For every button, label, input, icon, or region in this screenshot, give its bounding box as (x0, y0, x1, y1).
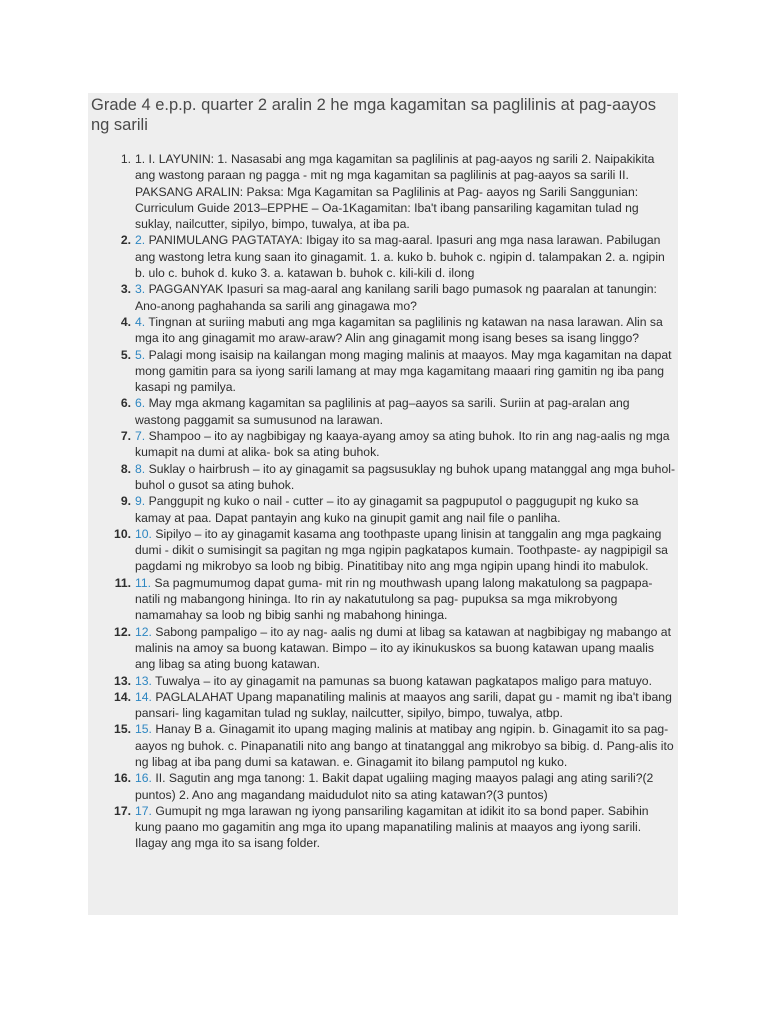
item-number: 2. (120, 233, 131, 248)
item-body (135, 575, 678, 624)
item-anchor-link[interactable]: 9. (135, 494, 146, 509)
list-item (88, 770, 678, 803)
item-body (135, 493, 678, 526)
item-body (135, 314, 678, 347)
item-number: 6. (120, 396, 131, 411)
item-body (135, 673, 678, 689)
item-number: 9. (120, 494, 131, 509)
item-text: II. Sagutin ang mga tanong: 1. Bakit dapat ugaliing maging maayos palagi ang ating sarili?(2 puntos) 2. Ano ang magandang maidudulot nito sa ating katawan?(3 puntos) (135, 771, 654, 802)
list-item (88, 689, 678, 722)
list-item (88, 803, 678, 852)
item-text: Palagi mong isaisip na kailangan mong maging malinis at maayos. May mga kagamitan na dapat mong gamitin para sa iyong sarili lamang at may mga kagamitang maaari ring gamitin ng iba pang kasapi ng pamilya. (135, 347, 672, 395)
item-text: Sa pagmumumog dapat guma- mit rin ng mouthwash upang lalong makatulong sa pagpapa- natili ng mabangong hininga. Ito rin ay nakatutulong sa pag- pupuksa sa mga mikrobyong namamahay sa loob ng bibig sanhi ng mabahong hininga. (135, 575, 653, 623)
item-body (135, 624, 678, 673)
item-text: Shampoo – ito ay nagbibigay ng kaaya-ayang amoy sa ating buhok. Ito rin ang nag-aalis ng mga kumapit na dumi at alika- bok sa ating buhok. (135, 429, 670, 460)
list-item (88, 314, 678, 347)
item-number: 15. (114, 722, 131, 737)
item-anchor-link[interactable]: 13. (135, 673, 152, 688)
item-text: Gumupit ng mga larawan ng iyong pansariling kagamitan at idikit ito sa bond paper. Sabihin kung paano mo gagamitin ang mga ito upang mapanatiling malinis at maayos ang iyong sarili. Ilagay ang mga ito sa isang folder. (135, 803, 649, 851)
item-anchor-link[interactable]: 7. (135, 429, 146, 444)
item-body (135, 232, 678, 281)
item-text: Sipilyo – ito ay ginagamit kasama ang toothpaste upang linisin at tanggalin ang mga pagkaing dumi - dikit o sumisingit sa pagitan ng mga ngipin pagkatapos kumain. Toothpaste- ay nagpipigil sa pagdami ng mikrobyo sa loob ng bibig. Pinatitibay nito ang mga ngipin upang hindi ito mabulok. (135, 526, 668, 574)
item-body (135, 526, 678, 575)
item-text: 1. I. LAYUNIN: 1. Nasasabi ang mga kagamitan sa paglilinis at pag-aayos ng sarili 2. Naipakikita ang wastong paraan ng pagga - mit ng mga kagamitan sa paglilinis at pag-aayos sa sarili II. PAKSANG ARALIN: Paksa: Mga Kagamitan sa Paglilinis at Pag- aayos ng Sarili Sanggunian: Curriculum Guide 2013–EPPHE – Oa-1Kagamitan: Iba't ibang pansariling kagamitan tulad ng suklay, nailcutter, sipilyo, bimpo, tuwalya, at iba pa. (135, 152, 655, 232)
list-item (88, 721, 678, 770)
item-number: 8. (120, 461, 131, 476)
list-item (88, 232, 678, 281)
list-item (88, 526, 678, 575)
item-text: Sabong pampaligo – ito ay nag- aalis ng dumi at libag sa katawan at nagbibigay ng mabango at malinis na amoy sa buong katawan. Bimpo – ito ay ikinukuskos sa buong katawan upang maalis ang libag sa ating buong katawan. (135, 624, 671, 672)
item-number: 11. (114, 575, 131, 590)
item-text: Suklay o hairbrush – ito ay ginagamit sa pagsusuklay ng buhok upang matanggal ang mga buhol-buhol o gusot sa ating buhok. (135, 461, 675, 492)
item-anchor-link[interactable]: 5. (135, 347, 146, 362)
item-body (135, 461, 678, 494)
item-text: Panggupit ng kuko o nail - cutter – ito ay ginagamit sa pagpuputol o paggugupit ng kuko sa kamay at paa. Dapat pantayin ang kuko na ginupit gamit ang nail file o panliha. (135, 494, 639, 525)
item-body (135, 151, 678, 232)
item-anchor-link[interactable]: 6. (135, 396, 146, 411)
item-text: PANIMULANG PAGTATAYA: Ibigay ito sa mag-aaral. Ipasuri ang mga nasa larawan. Pabilugan ang wastong letra kung saan ito ginagamit. 1. a. kuko b. buhok c. ngipin d. talampakan 2. a. ngipin b. ulo c. buhok d. kuko 3. a. katawan b. buhok c. kili-kili d. ilong (135, 233, 665, 281)
item-number: 5. (120, 347, 131, 362)
item-number: 13. (114, 673, 131, 688)
item-text: PAGLALAHAT Upang mapanatiling malinis at maayos ang sarili, dapat gu - mamit ng iba't ibang pansari- ling kagamitan tulad ng suklay, nailcutter, sipilyo, bimpo, tuwalya, atbp. (135, 689, 672, 721)
item-number: 1. (120, 152, 131, 166)
item-anchor-link[interactable]: 4. (135, 314, 146, 329)
item-anchor-link[interactable]: 8. (135, 461, 146, 476)
item-number: 14. (114, 689, 131, 704)
list-item (88, 493, 678, 526)
item-anchor-link[interactable]: 11. (135, 575, 152, 590)
document-list (88, 151, 678, 852)
item-anchor-link[interactable]: 12. (135, 624, 152, 639)
item-anchor-link[interactable]: 14. (135, 689, 152, 704)
item-text: PAGGANYAK Ipasuri sa mag-aaral ang kanilang sarili bago pumasok ng paaralan at tanungin: Ano-anong paghahanda sa sarili ang ginagawa mo? (135, 282, 657, 313)
list-item (88, 673, 678, 689)
item-anchor-link[interactable]: 10. (135, 526, 152, 541)
item-number: 10. (114, 526, 131, 541)
item-body (135, 803, 678, 852)
list-item (88, 575, 678, 624)
item-anchor-link[interactable]: 16. (135, 771, 152, 786)
item-anchor-link[interactable]: 17. (135, 803, 152, 818)
item-number: 17. (114, 803, 131, 818)
item-text: Tuwalya – ito ay ginagamit na pamunas sa buong katawan pagkatapos maligo para matuyo. (155, 673, 652, 688)
item-body (135, 721, 678, 770)
list-item (88, 461, 678, 494)
item-number: 3. (120, 282, 131, 297)
list-item (88, 151, 678, 232)
document-title: Grade 4 e.p.p. quarter 2 aralin 2 he mga kagamitan sa paglilinis at pag-aayos ng sarili (91, 96, 657, 134)
item-number: 4. (120, 314, 131, 329)
item-number: 12. (114, 624, 131, 639)
document-panel (88, 93, 678, 915)
item-anchor-link[interactable]: 15. (135, 722, 152, 737)
list-item (88, 428, 678, 461)
item-body (135, 347, 678, 396)
item-number: 16. (114, 771, 131, 786)
item-body (135, 428, 678, 461)
item-anchor-link[interactable]: 3. (135, 282, 146, 297)
list-item (88, 281, 678, 314)
list-item (88, 624, 678, 673)
item-number: 7. (120, 429, 131, 444)
item-body (135, 281, 678, 314)
item-body (135, 770, 678, 803)
list-item (88, 395, 678, 428)
item-text: Hanay B a. Ginagamit ito upang maging malinis at matibay ang ngipin. b. Ginagamit ito sa pag-aayos ng buhok. c. Pinapanatili nito ang bango at tinatanggal ang mikrobyo sa bibig. d. Pang-alis ito ng libag at iba pang dumi sa katawan. e. Ginagamit ito bilang pamputol ng kuko. (135, 722, 674, 769)
item-text: Tingnan at suriing mabuti ang mga kagamitan sa paglilinis ng katawan na nasa larawan. Alin sa mga ito ang ginagamit mo araw-araw? Alin ang ginagamit mong isang beses sa isang linggo? (135, 314, 663, 346)
list-item (88, 347, 678, 396)
item-anchor-link[interactable]: 2. (135, 233, 146, 248)
item-body (135, 395, 678, 428)
item-body (135, 689, 678, 722)
item-text: May mga akmang kagamitan sa paglilinis at pag–aayos sa sarili. Suriin at pag-aralan ang wastong paggamit sa sumusunod na larawan. (135, 396, 630, 427)
